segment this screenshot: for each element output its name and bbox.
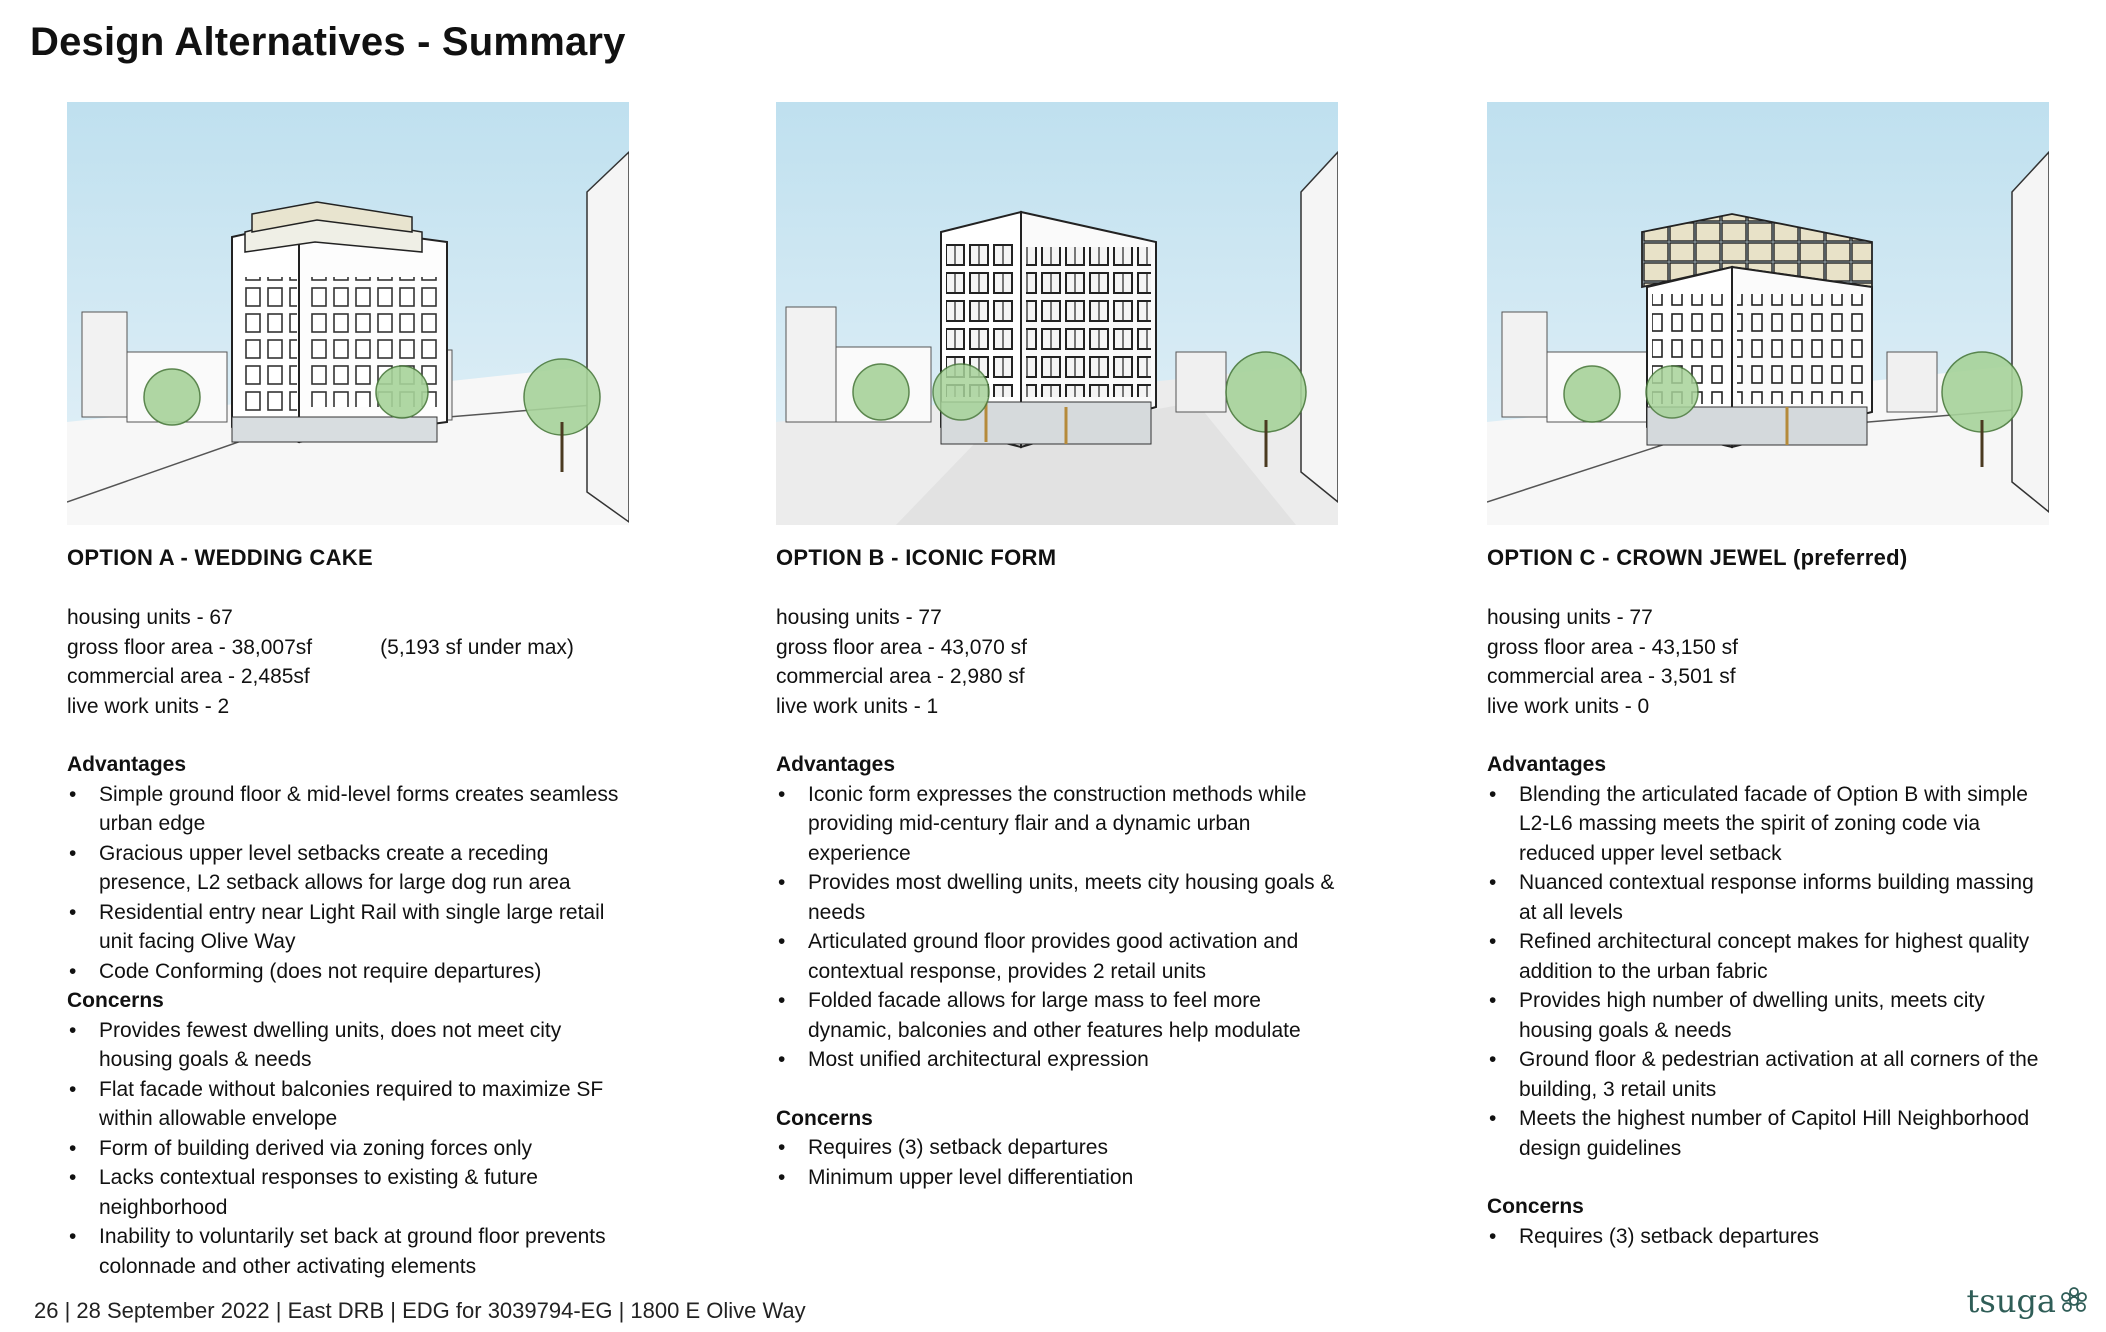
list-item: • Ground floor & pedestrian activation at all corners of the building, 3 retail units <box>1487 1045 2052 1104</box>
list-item: • Most unified architectural expression <box>776 1045 1341 1075</box>
list-item: • Residential entry near Light Rail with single large retail unit facing Olive Way <box>67 898 632 957</box>
live-work-units: live work units - 1 <box>776 694 939 718</box>
option-a-column <box>67 102 632 1281</box>
list-item: • Simple ground floor & mid-level forms creates seamless urban edge <box>67 780 632 839</box>
gross-floor-area-note: (5,193 sf under max) <box>380 635 574 659</box>
live-work-units: live work units - 2 <box>67 694 230 718</box>
list-item: • Refined architectural concept makes for highest quality addition to the urban fabric <box>1487 927 2052 986</box>
advantages-list <box>67 780 632 987</box>
housing-units: housing units - 77 <box>776 606 942 629</box>
option-c-render <box>1487 102 2049 525</box>
advantages-heading: Advantages <box>67 753 187 776</box>
list-item: • Flat facade without balconies required to maximize SF within allowable envelope <box>67 1075 632 1134</box>
list-item: • Minimum upper level differentiation <box>776 1163 1341 1193</box>
logo-text: tsuga <box>1966 1282 2056 1320</box>
option-c-column <box>1487 102 2052 1251</box>
concerns-heading: Concerns <box>67 989 164 1012</box>
concerns-heading: Concerns <box>1487 1195 1584 1218</box>
list-item: • Provides most dwelling units, meets city housing goals & needs <box>776 868 1341 927</box>
option-b-column <box>776 102 1341 1192</box>
advantages-list <box>1487 780 2052 1164</box>
list-item: • Provides high number of dwelling units, meets city housing goals & needs <box>1487 986 2052 1045</box>
live-work-units: live work units - 0 <box>1487 694 1650 718</box>
list-item: • Requires (3) setback departures <box>776 1133 1341 1163</box>
option-c-stats <box>1487 603 2052 721</box>
list-item: • Provides fewest dwelling units, does not meet city housing goals & needs <box>67 1016 632 1075</box>
list-item: • Lacks contextual responses to existing & future neighborhood <box>67 1163 632 1222</box>
gross-floor-area-row <box>67 633 632 663</box>
list-item: • Requires (3) setback departures <box>1487 1222 2052 1252</box>
commercial-area: commercial area - 2,980 sf <box>776 665 1025 688</box>
tsuga-logo <box>1967 1282 2088 1320</box>
list-item: • Articulated ground floor provides good activation and contextual response, provides 2 retail units <box>776 927 1341 986</box>
option-a-render <box>67 102 629 525</box>
list-item: • Nuanced contextual response informs building massing at all levels <box>1487 868 2052 927</box>
option-b-stats <box>776 603 1341 721</box>
list-item: • Blending the articulated facade of Option B with simple L2-L6 massing meets the spirit of zoning code via reduced upper level setback <box>1487 780 2052 869</box>
advantages-list <box>776 780 1341 1075</box>
page-title: Design Alternatives - Summary <box>30 20 626 64</box>
advantages-heading: Advantages <box>1487 753 1607 776</box>
concerns-heading: Concerns <box>776 1106 873 1130</box>
gross-floor-area: gross floor area - 43,070 sf <box>776 635 1027 659</box>
list-item: • Inability to voluntarily set back at ground floor prevents colonnade and other activating elements <box>67 1222 632 1281</box>
list-item: • Meets the highest number of Capitol Hill Neighborhood design guidelines <box>1487 1104 2052 1163</box>
page-footer: 26 | 28 September 2022 | East DRB | EDG for 3039794-EG | 1800 E Olive Way <box>34 1298 806 1323</box>
option-b-title: OPTION B - ICONIC FORM <box>776 545 1057 570</box>
list-item: • Gracious upper level setbacks create a receding presence, L2 setback allows for large dog run area <box>67 839 632 898</box>
list-item: • Form of building derived via zoning forces only <box>67 1134 632 1164</box>
snowflake-icon <box>2060 1287 2088 1315</box>
concerns-list <box>67 1016 632 1282</box>
option-c-title: OPTION C - CROWN JEWEL (preferred) <box>1487 545 1908 570</box>
housing-units: housing units - 77 <box>1487 606 1653 629</box>
advantages-heading: Advantages <box>776 753 896 776</box>
gross-floor-area: gross floor area - 43,150 sf <box>1487 635 1738 659</box>
commercial-area: commercial area - 3,501 sf <box>1487 665 1736 688</box>
concerns-list <box>1487 1222 2052 1252</box>
option-a-stats <box>67 603 632 721</box>
list-item: • Code Conforming (does not require departures) <box>67 957 632 987</box>
housing-units: housing units - 67 <box>67 606 233 629</box>
option-a-title: OPTION A - WEDDING CAKE <box>67 545 373 570</box>
concerns-list <box>776 1133 1341 1192</box>
list-item: • Folded facade allows for large mass to feel more dynamic, balconies and other features help modulate <box>776 986 1341 1045</box>
gross-floor-area: gross floor area - 38,007sf <box>67 635 313 659</box>
option-b-render <box>776 102 1338 525</box>
commercial-area: commercial area - 2,485sf <box>67 665 310 688</box>
list-item: • Iconic form expresses the construction methods while providing mid-century flair and a dynamic urban experience <box>776 780 1341 869</box>
